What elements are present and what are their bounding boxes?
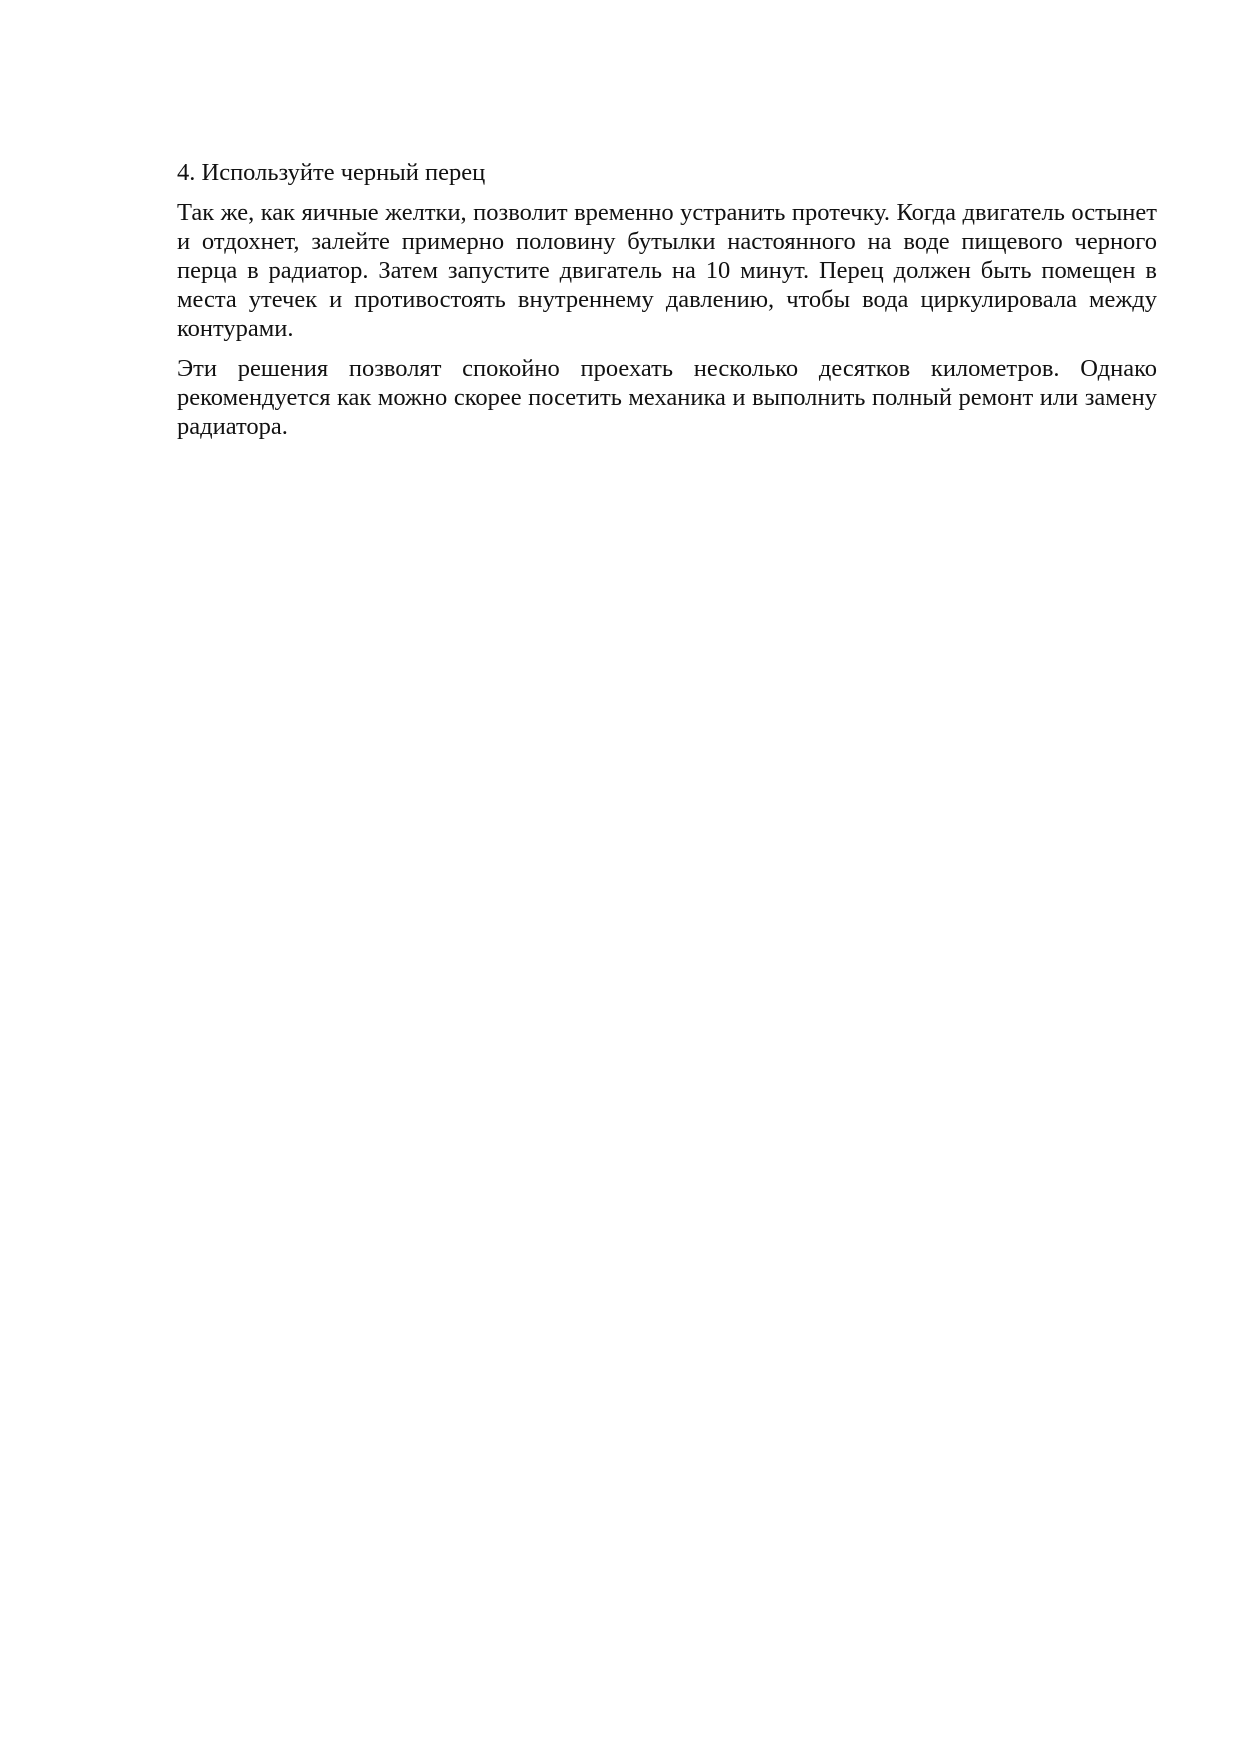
paragraph-conclusion: Эти решения позволят спокойно проехать несколько десятков километров. Однако рекомендуется как можно скорее посетить механика и выполнить полный ремонт или замену радиатора.	[177, 355, 1157, 440]
page-content	[177, 158, 1157, 452]
paragraph-black-pepper-instructions: Так же, как яичные желтки, позволит временно устранить протечку. Когда двигатель остынет и отдохнет, залейте примерно половину бутылки настоянного на воде пищевого черного перца в радиатор. Затем запустите двигатель на 10 минут. Перец должен быть помещен в места утечек и противостоять внутреннему давлению, чтобы вода циркулировала между контурами.	[177, 199, 1157, 342]
section-heading: 4. Используйте черный перец	[177, 159, 486, 186]
